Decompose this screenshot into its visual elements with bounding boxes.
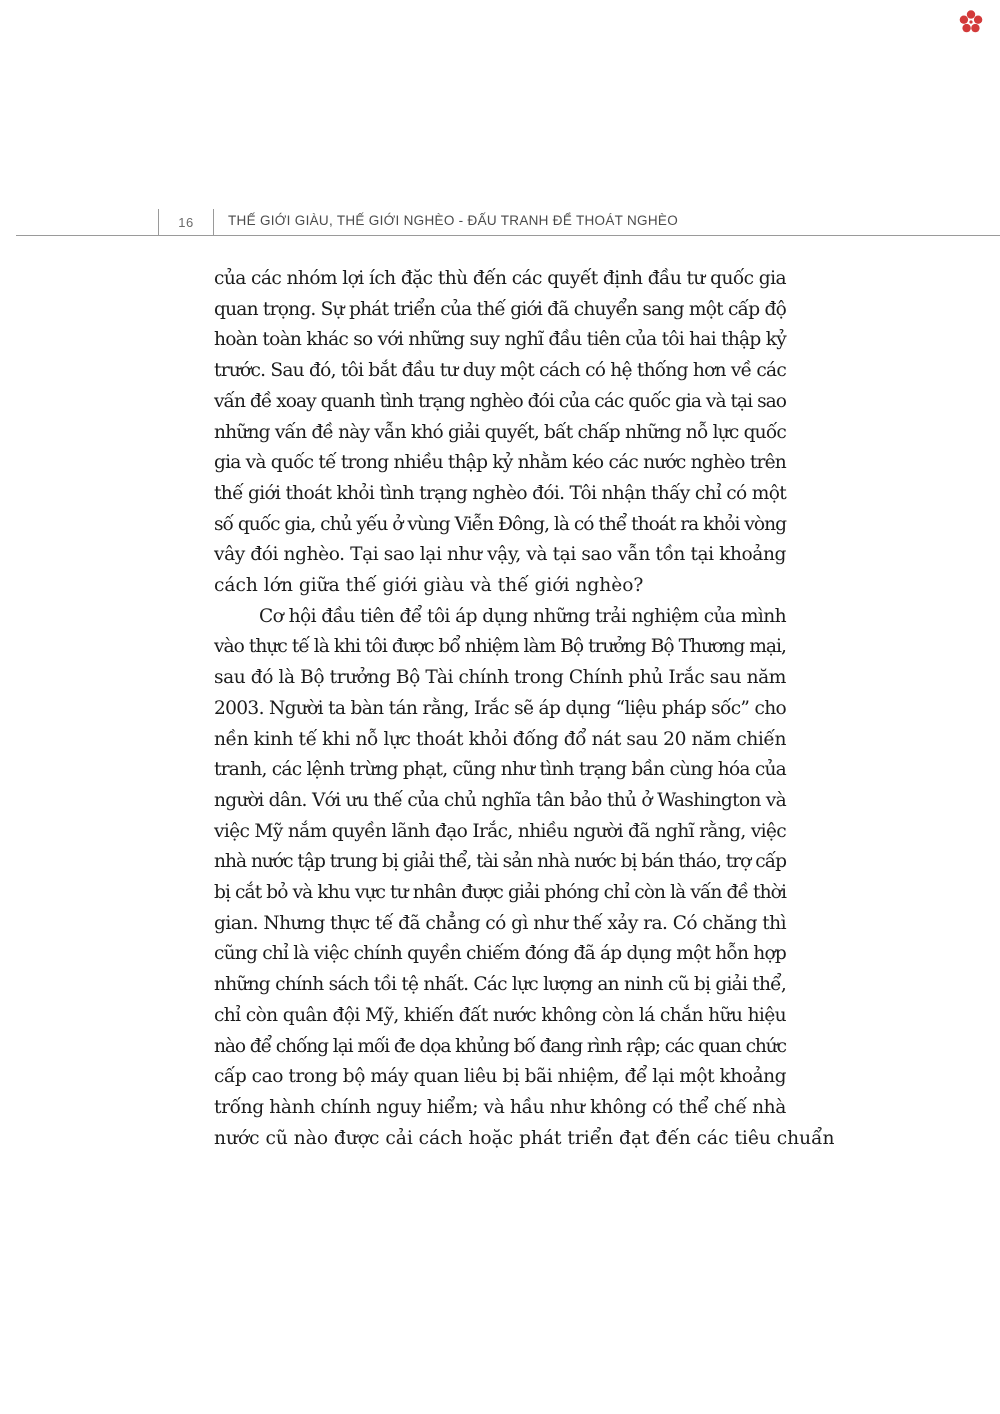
text-line: 2003. Người ta bàn tán rằng, Irắc sẽ áp dụng “liệu pháp sốc” cho: [214, 697, 786, 719]
text-line: cấp cao trong bộ máy quan liêu bị bãi nhiệm, để lại một khoảng: [214, 1066, 786, 1088]
header-divider-right: [213, 209, 214, 236]
flower-logo-icon: [957, 8, 985, 36]
paragraph-2: [214, 602, 835, 1155]
text-line: nhà nước tập trung bị giải thể, tài sản nhà nước bị bán tháo, trợ cấp: [214, 851, 786, 873]
text-line: những vấn đề này vẫn khó giải quyết, bất chấp những nỗ lực quốc: [214, 421, 786, 443]
text-line: nền kinh tế khi nỗ lực thoát khỏi đống đổ nát sau 20 năm chiến: [214, 728, 786, 750]
body-text: [214, 264, 835, 1154]
text-line: gia và quốc tế trong nhiều thập kỷ nhằm kéo các nước nghèo trên: [214, 452, 786, 474]
page-number: 16: [178, 215, 194, 230]
text-line: thế giới thoát khỏi tình trạng nghèo đói. Tôi nhận thấy chỉ có một: [214, 482, 786, 504]
text-line: nước cũ nào được cải cách hoặc phát triển đạt đến các tiêu chuẩn: [214, 1127, 835, 1149]
header-rule: [16, 235, 1000, 236]
text-line: vấn đề xoay quanh tình trạng nghèo đói của các quốc gia và tại sao: [214, 390, 786, 412]
text-line: quan trọng. Sự phát triển của thế giới đã chuyển sang một cấp độ: [214, 298, 786, 320]
text-line: những chính sách tồi tệ nhất. Các lực lượng an ninh cũ bị giải thể,: [214, 974, 786, 996]
paragraph-1: [214, 264, 786, 602]
header-divider-left: [158, 209, 159, 236]
text-line: vây đói nghèo. Tại sao lại như vậy, và tại sao vẫn tồn tại khoảng: [214, 544, 786, 566]
running-title: THẾ GIỚI GIÀU, THẾ GIỚI NGHÈO - ĐẤU TRANH ĐỂ THOÁT NGHÈO: [228, 213, 678, 228]
text-line: chỉ còn quân đội Mỹ, khiến đất nước không còn lá chắn hữu hiệu: [214, 1004, 786, 1026]
text-line: việc Mỹ nắm quyền lãnh đạo Irắc, nhiều người đã nghĩ rằng, việc: [214, 820, 786, 842]
text-line: cách lớn giữa thế giới giàu và thế giới nghèo?: [214, 575, 644, 597]
text-line: người dân. Với ưu thế của chủ nghĩa tân bảo thủ ở Washington và: [214, 789, 786, 811]
running-header: [0, 200, 1000, 240]
text-line: sau đó là Bộ trưởng Bộ Tài chính trong Chính phủ Irắc sau năm: [214, 667, 786, 689]
text-line: tranh, các lệnh trừng phạt, cũng như tình trạng bần cùng hóa của: [214, 759, 786, 781]
text-line: trước. Sau đó, tôi bắt đầu tư duy một cách có hệ thống hơn về các: [214, 360, 786, 382]
text-line: trống hành chính nguy hiểm; và hầu như không có thể chế nhà: [214, 1096, 786, 1118]
text-line: hoàn toàn khác so với những suy nghĩ đầu tiên của tôi hai thập kỷ: [214, 329, 786, 351]
text-line: cũng chỉ là việc chính quyền chiếm đóng đã áp dụng một hỗn hợp: [214, 943, 786, 965]
text-line: Cơ hội đầu tiên để tôi áp dụng những trải nghiệm của mình: [259, 605, 786, 627]
text-line: gian. Nhưng thực tế đã chẳng có gì như thế xảy ra. Có chăng thì: [214, 912, 786, 934]
text-line: của các nhóm lợi ích đặc thù đến các quyết định đầu tư quốc gia: [214, 268, 786, 289]
text-line: bị cắt bỏ và khu vực tư nhân được giải phóng chỉ còn là vấn đề thời: [214, 882, 786, 904]
text-line: nào để chống lại mối đe dọa khủng bố đang rình rập; các quan chức: [214, 1035, 786, 1057]
text-line: số quốc gia, chủ yếu ở vùng Viễn Đông, là có thể thoát ra khỏi vòng: [214, 513, 786, 535]
text-line: vào thực tế là khi tôi được bổ nhiệm làm Bộ trưởng Bộ Thương mại,: [214, 636, 786, 658]
